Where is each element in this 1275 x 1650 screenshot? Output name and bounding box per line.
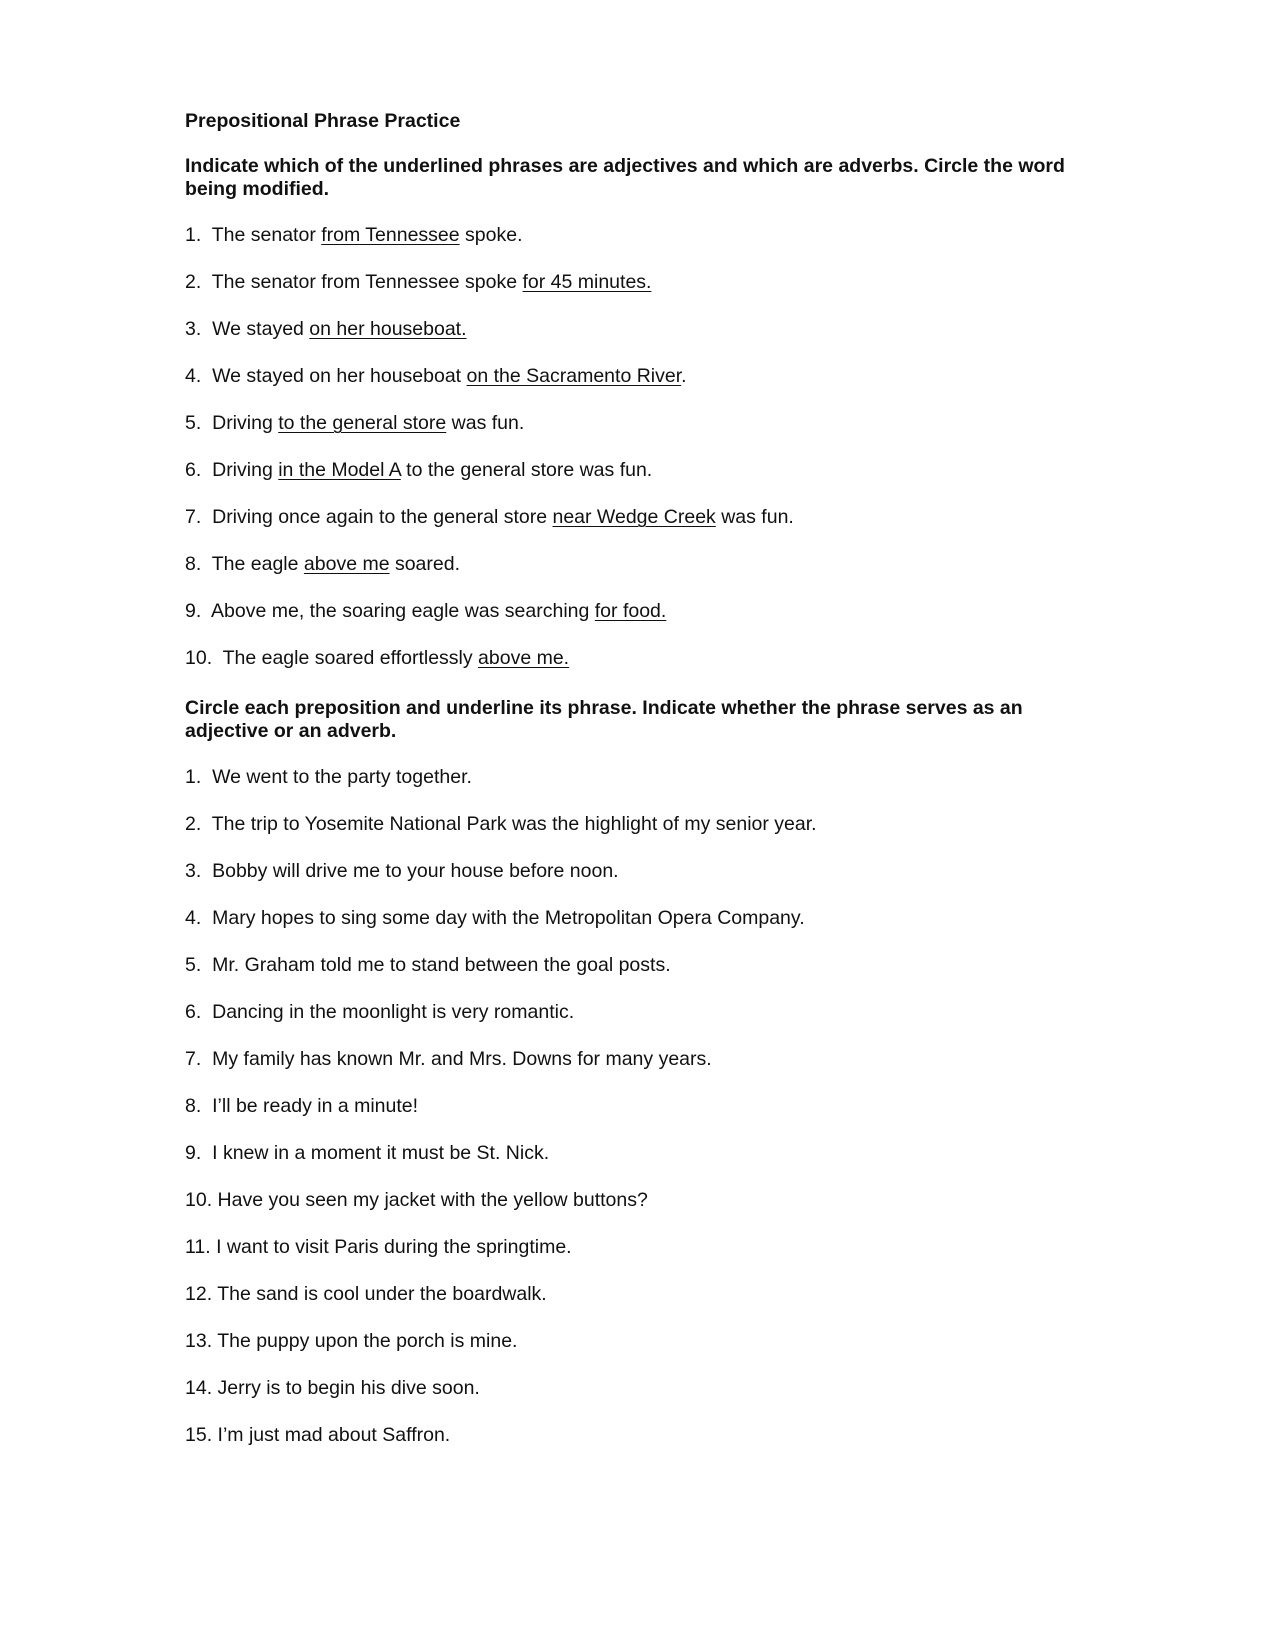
part2-item [185,1282,547,1306]
item-number: 6. [185,459,202,481]
item-number: 5. [185,954,202,976]
item-number: 5. [185,412,202,434]
part2-item [185,1329,517,1353]
underlined-phrase: near Wedge Creek [552,506,716,528]
part2-item [185,1094,418,1118]
part1-item [185,505,794,529]
part1-item [185,599,666,623]
part1-item [185,458,652,482]
part1-item [185,223,523,247]
item-text-pre: Above me, the soaring eagle was searching [211,600,595,622]
item-text: Have you seen my jacket with the yellow buttons? [217,1189,648,1211]
item-text: Dancing in the moonlight is very romantic. [212,1001,575,1023]
item-number: 6. [185,1001,202,1023]
item-number: 7. [185,506,202,528]
item-text: I knew in a moment it must be St. Nick. [212,1142,550,1164]
underlined-phrase: to the general store [278,412,447,434]
item-text: I’m just mad about Saffron. [217,1424,451,1446]
item-number: 2. [185,813,202,835]
underlined-phrase: from Tennessee [321,224,460,246]
part1-instructions: Indicate which of the underlined phrases are adjectives and which are adverbs. Circle the word being modified. [185,155,1065,200]
item-number: 2. [185,271,202,293]
part2-item [185,765,472,789]
underlined-phrase: on her houseboat. [309,318,467,340]
underlined-phrase: on the Sacramento River [466,365,682,387]
item-number: 14. [185,1377,213,1399]
item-text: The puppy upon the porch is mine. [217,1330,518,1352]
part1-item [185,270,651,294]
item-text-pre: We stayed [212,318,310,340]
part2-item [185,1235,572,1259]
item-text-post: spoke. [459,224,523,246]
part2-item [185,1188,648,1212]
item-text: Mr. Graham told me to stand between the goal posts. [212,954,671,976]
item-number: 4. [185,907,202,929]
item-number: 8. [185,553,202,575]
page-title: Prepositional Phrase Practice [185,110,461,132]
item-number: 12. [185,1283,213,1305]
item-text: The sand is cool under the boardwalk. [217,1283,547,1305]
part2-item [185,906,805,930]
part2-item [185,1000,574,1024]
item-text-post: was fun. [446,412,525,434]
item-number: 9. [185,600,202,622]
item-number: 1. [185,224,202,246]
item-text: We went to the party together. [212,766,472,788]
item-text-pre: Driving [212,412,279,434]
item-text: Mary hopes to sing some day with the Metropolitan Opera Company. [212,907,805,929]
item-text-post: to the general store was fun. [400,459,653,481]
item-text-post: was fun. [715,506,794,528]
item-number: 13. [185,1330,213,1352]
part2-instructions: Circle each preposition and underline its phrase. Indicate whether the phrase serves as an adjective or an adverb. [185,697,1023,742]
item-number: 15. [185,1424,213,1446]
item-number: 3. [185,318,202,340]
part2-item [185,812,817,836]
item-number: 7. [185,1048,202,1070]
underlined-phrase: above me [303,553,390,575]
part2-item [185,859,619,883]
item-number: 1. [185,766,202,788]
item-text-post: soared. [389,553,461,575]
part1-item [185,411,524,435]
item-text-pre: Driving [212,459,279,481]
item-number: 3. [185,860,202,882]
item-text: I want to visit Paris during the springtime. [216,1236,572,1258]
underlined-phrase: above me. [478,647,570,669]
item-number: 10. [185,647,213,669]
part2-item [185,1047,712,1071]
part2-item [185,1141,549,1165]
item-number: 11. [185,1236,211,1258]
item-text: I’ll be ready in a minute! [212,1095,419,1117]
part1-item [185,646,569,670]
item-text-pre: Driving once again to the general store [212,506,553,528]
item-text: Bobby will drive me to your house before noon. [212,860,619,882]
item-text: The trip to Yosemite National Park was the highlight of my senior year. [211,813,817,835]
item-number: 8. [185,1095,202,1117]
part1-item [185,317,467,341]
underlined-phrase: in the Model A [278,459,401,481]
item-number: 4. [185,365,202,387]
item-text-pre: The senator [211,224,322,246]
part2-item [185,1423,450,1447]
part2-item [185,953,671,977]
item-text-post: . [681,365,687,387]
item-text-pre: The eagle soared effortlessly [222,647,479,669]
part2-item [185,1376,480,1400]
item-text: Jerry is to begin his dive soon. [217,1377,480,1399]
item-text-pre: The eagle [211,553,304,575]
item-text-pre: The senator from Tennessee spoke [211,271,523,293]
item-number: 10. [185,1189,213,1211]
part1-item [185,552,460,576]
item-text-pre: We stayed on her houseboat [212,365,467,387]
underlined-phrase: for 45 minutes. [522,271,652,293]
part1-item [185,364,687,388]
underlined-phrase: for food. [594,600,667,622]
item-text: My family has known Mr. and Mrs. Downs for many years. [212,1048,712,1070]
item-number: 9. [185,1142,202,1164]
